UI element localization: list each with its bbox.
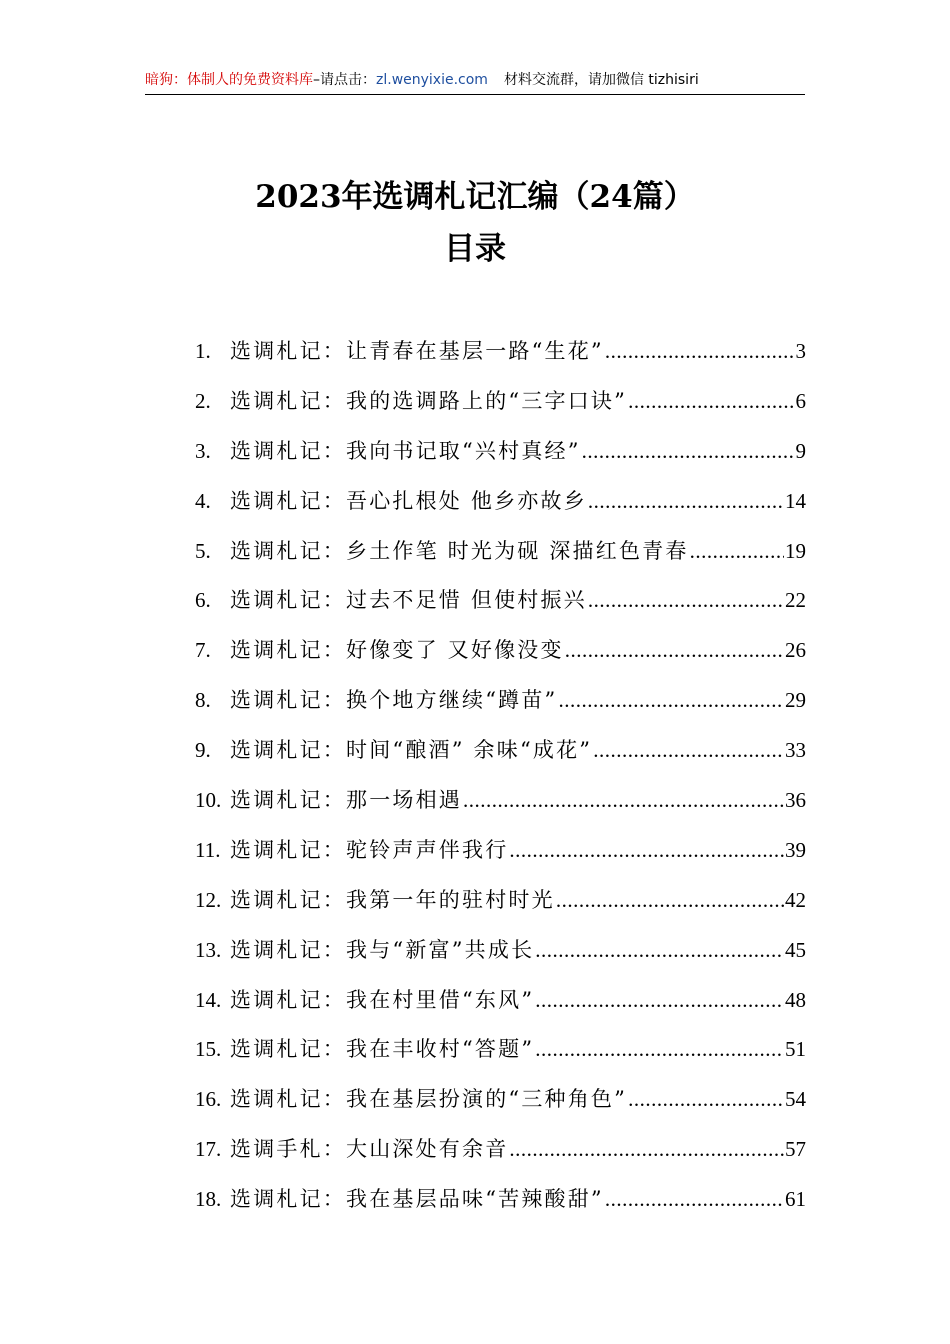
toc-entry-number: 10. xyxy=(195,788,222,813)
toc-entry-page: 45 xyxy=(785,937,806,962)
toc-entry-page: 42 xyxy=(785,887,806,912)
toc-entry-leader-dots xyxy=(690,536,784,566)
toc-entry-title: 选调札记：我在基层扮演的“三种角色” xyxy=(230,1087,628,1112)
toc-entry-number: 1. xyxy=(195,339,211,363)
toc-entry-leader-dots xyxy=(605,1184,784,1214)
toc-entry-title: 选调札记：吾心扎根处 他乡亦故乡 xyxy=(230,488,587,513)
toc-entry-title: 选调札记：过去不足惜 但使村振兴 xyxy=(230,588,587,613)
toc-entry[interactable] xyxy=(195,685,806,735)
toc-entry[interactable] xyxy=(195,735,806,785)
header-prompt: –请点击： xyxy=(313,72,376,88)
toc-entry[interactable] xyxy=(195,1034,806,1084)
toc-entry-page: 61 xyxy=(785,1187,806,1212)
toc-entry-title: 选调札记：我在丰收村“答题” xyxy=(230,1037,535,1062)
page-header xyxy=(145,70,805,95)
toc-entry-title: 选调手札：大山深处有余音 xyxy=(230,1137,509,1162)
toc-entry-leader-dots xyxy=(509,835,784,865)
toc-entry-number: 9. xyxy=(195,738,211,763)
toc-entry-leader-dots xyxy=(628,386,794,416)
toc-entry-leader-dots xyxy=(556,885,784,915)
toc-entry[interactable] xyxy=(195,935,806,985)
toc-entry[interactable] xyxy=(195,436,806,486)
toc-entry-number: 16. xyxy=(195,1087,222,1112)
toc-entry-leader-dots xyxy=(558,685,784,715)
toc-entry-number: 12. xyxy=(195,887,222,912)
toc-entry-number: 2. xyxy=(195,388,211,413)
toc-entry[interactable] xyxy=(195,835,806,885)
toc-entry-leader-dots xyxy=(582,436,795,466)
toc-entry-leader-dots xyxy=(588,585,784,615)
toc-entry-leader-dots xyxy=(588,486,784,516)
toc-entry-title: 选调札记：乡土作笔 时光为砚 深描红色青春 xyxy=(230,538,689,563)
toc-entry-page: 19 xyxy=(785,538,806,563)
toc-entry[interactable] xyxy=(195,1184,806,1234)
toc-entry-leader-dots xyxy=(535,985,784,1015)
toc-entry[interactable] xyxy=(195,885,806,935)
toc-entry-title: 选调札记：我第一年的驻村时光 xyxy=(230,887,555,912)
toc-entry-page: 33 xyxy=(785,738,806,763)
toc-entry-title: 选调札记：好像变了 又好像没变 xyxy=(230,638,564,663)
toc-entry-leader-dots xyxy=(628,1084,784,1114)
toc-entry-title: 选调札记：我在村里借“东风” xyxy=(230,987,535,1012)
toc-entry-title: 选调札记：我在基层品味“苦辣酸甜” xyxy=(230,1187,604,1212)
toc-entry-leader-dots xyxy=(463,785,784,815)
document-title: 2023年选调札记汇编（24篇） xyxy=(255,179,695,215)
toc-entry-page: 9 xyxy=(795,438,806,463)
toc-entry-number: 4. xyxy=(195,488,211,513)
toc-entry-title: 选调札记：那一场相遇 xyxy=(230,788,462,813)
toc-entry-number: 8. xyxy=(195,688,211,713)
toc-entry[interactable] xyxy=(195,486,806,536)
toc-entry[interactable] xyxy=(195,536,806,586)
toc-entry[interactable] xyxy=(195,336,806,386)
toc-entry-number: 5. xyxy=(195,538,211,563)
toc-entry-page: 22 xyxy=(785,588,806,613)
toc-entry-number: 6. xyxy=(195,588,211,613)
header-url-link[interactable]: zl.wenyixie.com xyxy=(376,72,488,88)
toc-entry-title: 选调札记：我的选调路上的“三字口诀” xyxy=(230,388,628,413)
toc-entry-number: 14. xyxy=(195,987,222,1012)
table-of-contents xyxy=(195,336,806,1234)
toc-entry[interactable] xyxy=(195,585,806,635)
toc-entry[interactable] xyxy=(195,635,806,685)
toc-entry-number: 18. xyxy=(195,1187,222,1212)
toc-entry[interactable] xyxy=(195,785,806,835)
toc-entry-number: 11. xyxy=(195,837,221,862)
toc-entry-page: 26 xyxy=(785,638,806,663)
toc-entry-number: 17. xyxy=(195,1137,222,1162)
toc-entry-page: 39 xyxy=(785,837,806,862)
toc-entry-page: 6 xyxy=(795,388,806,413)
toc-entry-leader-dots xyxy=(535,1034,784,1064)
toc-entry-leader-dots xyxy=(593,735,784,765)
toc-entry-leader-dots xyxy=(605,336,795,366)
toc-entry-title: 选调札记：换个地方继续“蹲苗” xyxy=(230,688,558,713)
toc-entry-page: 51 xyxy=(785,1037,806,1062)
toc-entry-number: 13. xyxy=(195,937,222,962)
toc-entry-page: 57 xyxy=(785,1137,806,1162)
toc-entry-leader-dots xyxy=(535,935,784,965)
toc-entry-title: 选调札记：我向书记取“兴村真经” xyxy=(230,438,581,463)
toc-entry-title: 选调札记：让青春在基层一路“生花” xyxy=(230,339,604,363)
toc-entry-title: 选调札记：时间“酿酒” 余味“成花” xyxy=(230,738,593,763)
toc-entry[interactable] xyxy=(195,1134,806,1184)
toc-entry-page: 54 xyxy=(785,1087,806,1112)
toc-entry-title: 选调札记：我与“新富”共成长 xyxy=(230,937,535,962)
toc-entry-page: 48 xyxy=(785,987,806,1012)
document-subtitle: 目录 xyxy=(444,231,506,267)
toc-entry-leader-dots xyxy=(565,635,784,665)
toc-entry-page: 14 xyxy=(785,488,806,513)
header-brand: 暗狗：体制人的免费资料库 xyxy=(145,72,313,88)
toc-entry-title: 选调札记：驼铃声声伴我行 xyxy=(230,837,509,862)
toc-entry-page: 29 xyxy=(785,688,806,713)
toc-entry-page: 3 xyxy=(795,339,806,363)
toc-entry[interactable] xyxy=(195,386,806,436)
toc-entry-leader-dots xyxy=(509,1134,784,1164)
toc-entry-number: 15. xyxy=(195,1037,222,1062)
toc-entry[interactable] xyxy=(195,1084,806,1134)
header-contact: 材料交流群，请加微信 tizhisiri xyxy=(503,72,699,88)
toc-entry[interactable] xyxy=(195,985,806,1035)
toc-entry-page: 36 xyxy=(785,788,806,813)
toc-entry-number: 3. xyxy=(195,438,211,463)
toc-entry-number: 7. xyxy=(195,638,211,663)
